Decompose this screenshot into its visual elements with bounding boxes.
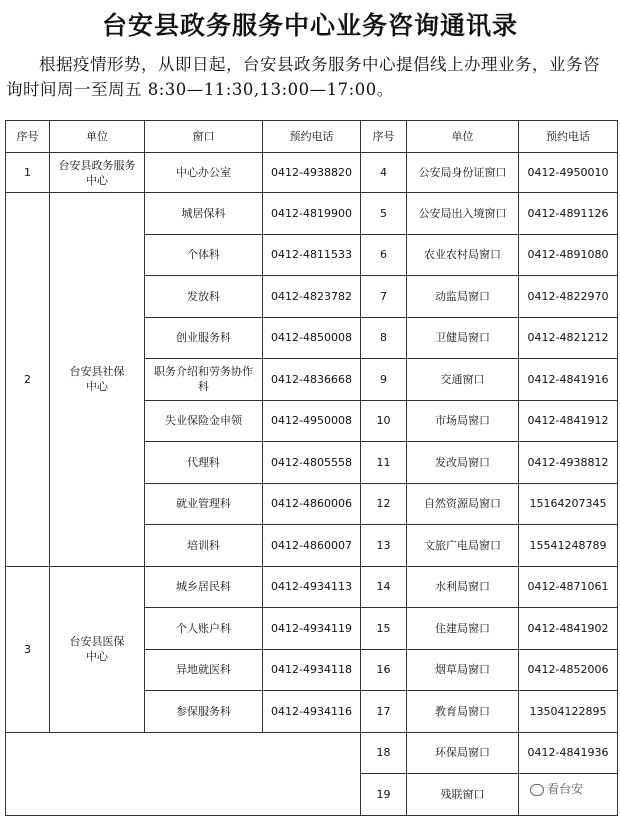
window-phone: 0412-4811533 [263, 234, 361, 276]
right-no: 5 [361, 193, 407, 235]
right-unit: 卫健局窗口 [407, 317, 519, 359]
right-no: 4 [361, 153, 407, 193]
header-no-right: 序号 [361, 121, 407, 153]
right-no: 8 [361, 317, 407, 359]
right-phone: 13504122895 [519, 691, 618, 733]
window-phone: 0412-4938820 [263, 153, 361, 193]
window-name: 失业保险金申领 [145, 400, 263, 442]
window-phone: 0412-4950008 [263, 400, 361, 442]
right-phone: 0412-4871061 [519, 566, 618, 608]
header-window: 窗口 [145, 121, 263, 153]
wechat-icon [530, 784, 544, 796]
window-name: 培训科 [145, 525, 263, 567]
window-phone: 0412-4836668 [263, 359, 361, 401]
window-phone: 0412-4934116 [263, 691, 361, 733]
watermark-text: 看台安 [547, 782, 584, 796]
right-phone: 0412-4852006 [519, 649, 618, 691]
right-no: 12 [361, 483, 407, 525]
right-phone: 0412-4841912 [519, 400, 618, 442]
right-no: 17 [361, 691, 407, 733]
contact-table [5, 120, 618, 816]
right-phone: 0412-4841902 [519, 608, 618, 650]
right-unit: 环保局窗口 [407, 732, 519, 774]
window-phone: 0412-4934113 [263, 566, 361, 608]
group-no: 3 [6, 566, 50, 732]
window-name: 就业管理科 [145, 483, 263, 525]
group-no: 1 [6, 153, 50, 193]
right-phone: 15541248789 [519, 525, 618, 567]
right-phone: 0412-4938812 [519, 442, 618, 484]
right-no: 7 [361, 276, 407, 318]
window-phone: 0412-4934119 [263, 608, 361, 650]
header-no: 序号 [6, 121, 50, 153]
window-name: 个体科 [145, 234, 263, 276]
window-name: 创业服务科 [145, 317, 263, 359]
group-no: 2 [6, 193, 50, 567]
group-unit: 台安县医保中心 [50, 566, 145, 732]
header-unit: 单位 [50, 121, 145, 153]
right-unit: 教育局窗口 [407, 691, 519, 733]
right-no: 14 [361, 566, 407, 608]
right-unit: 自然资源局窗口 [407, 483, 519, 525]
right-unit: 文旅广电局窗口 [407, 525, 519, 567]
right-unit: 水利局窗口 [407, 566, 519, 608]
right-unit: 市场局窗口 [407, 400, 519, 442]
group-unit: 台安县政务服务中心 [50, 153, 145, 193]
table-header-row [6, 121, 618, 153]
header-unit-right: 单位 [407, 121, 519, 153]
empty-block [6, 732, 361, 815]
right-no: 6 [361, 234, 407, 276]
right-no: 10 [361, 400, 407, 442]
right-unit: 动监局窗口 [407, 276, 519, 318]
right-no: 11 [361, 442, 407, 484]
right-phone: 0412-4822970 [519, 276, 618, 318]
window-phone: 0412-4805558 [263, 442, 361, 484]
right-unit: 残联窗口 [407, 774, 519, 816]
right-no: 15 [361, 608, 407, 650]
window-name: 城乡居民科 [145, 566, 263, 608]
window-name: 个人账户科 [145, 608, 263, 650]
page-title: 台安县政务服务中心业务咨询通讯录 [101, 11, 518, 40]
window-name: 代理科 [145, 442, 263, 484]
right-unit: 公安局出入境窗口 [407, 193, 519, 235]
table-row [6, 732, 618, 774]
window-phone: 0412-4860007 [263, 525, 361, 567]
window-phone: 0412-4860006 [263, 483, 361, 525]
right-no: 19 [361, 774, 407, 816]
right-no: 13 [361, 525, 407, 567]
table-row [6, 153, 618, 193]
window-phone: 0412-4823782 [263, 276, 361, 318]
right-unit: 公安局身份证窗口 [407, 153, 519, 193]
group-unit: 台安县社保中心 [50, 193, 145, 567]
window-name: 城居保科 [145, 193, 263, 235]
right-unit: 交通窗口 [407, 359, 519, 401]
right-phone: 15164207345 [519, 483, 618, 525]
notice-paragraph: 根据疫情形势，从即日起，台安县政务服务中心提倡线上办理业务，业务咨询时间周一至周五 8:30—11:30,13:00—17:00。 [6, 55, 600, 99]
right-phone: 0412-4950010 [519, 153, 618, 193]
header-phone: 预约电话 [263, 121, 361, 153]
window-name: 中心办公室 [145, 153, 263, 193]
window-name: 发放科 [145, 276, 263, 318]
right-phone: 0412-4841936 [519, 732, 618, 774]
right-no: 9 [361, 359, 407, 401]
right-unit: 农业农村局窗口 [407, 234, 519, 276]
watermark [530, 780, 620, 798]
right-phone: 0412-4891126 [519, 193, 618, 235]
window-phone: 0412-4850008 [263, 317, 361, 359]
right-no: 16 [361, 649, 407, 691]
right-phone: 0412-4821212 [519, 317, 618, 359]
right-phone: 0412-4841916 [519, 359, 618, 401]
right-unit: 住建局窗口 [407, 608, 519, 650]
window-name: 职务介绍和劳务协作科 [145, 359, 263, 401]
table-row [6, 566, 618, 608]
table-row [6, 193, 618, 235]
window-phone: 0412-4819900 [263, 193, 361, 235]
window-name: 参保服务科 [145, 691, 263, 733]
right-unit: 发改局窗口 [407, 442, 519, 484]
right-no: 18 [361, 732, 407, 774]
header-phone-right: 预约电话 [519, 121, 618, 153]
window-name: 异地就医科 [145, 649, 263, 691]
window-phone: 0412-4934118 [263, 649, 361, 691]
right-phone: 0412-4891080 [519, 234, 618, 276]
right-unit: 烟草局窗口 [407, 649, 519, 691]
